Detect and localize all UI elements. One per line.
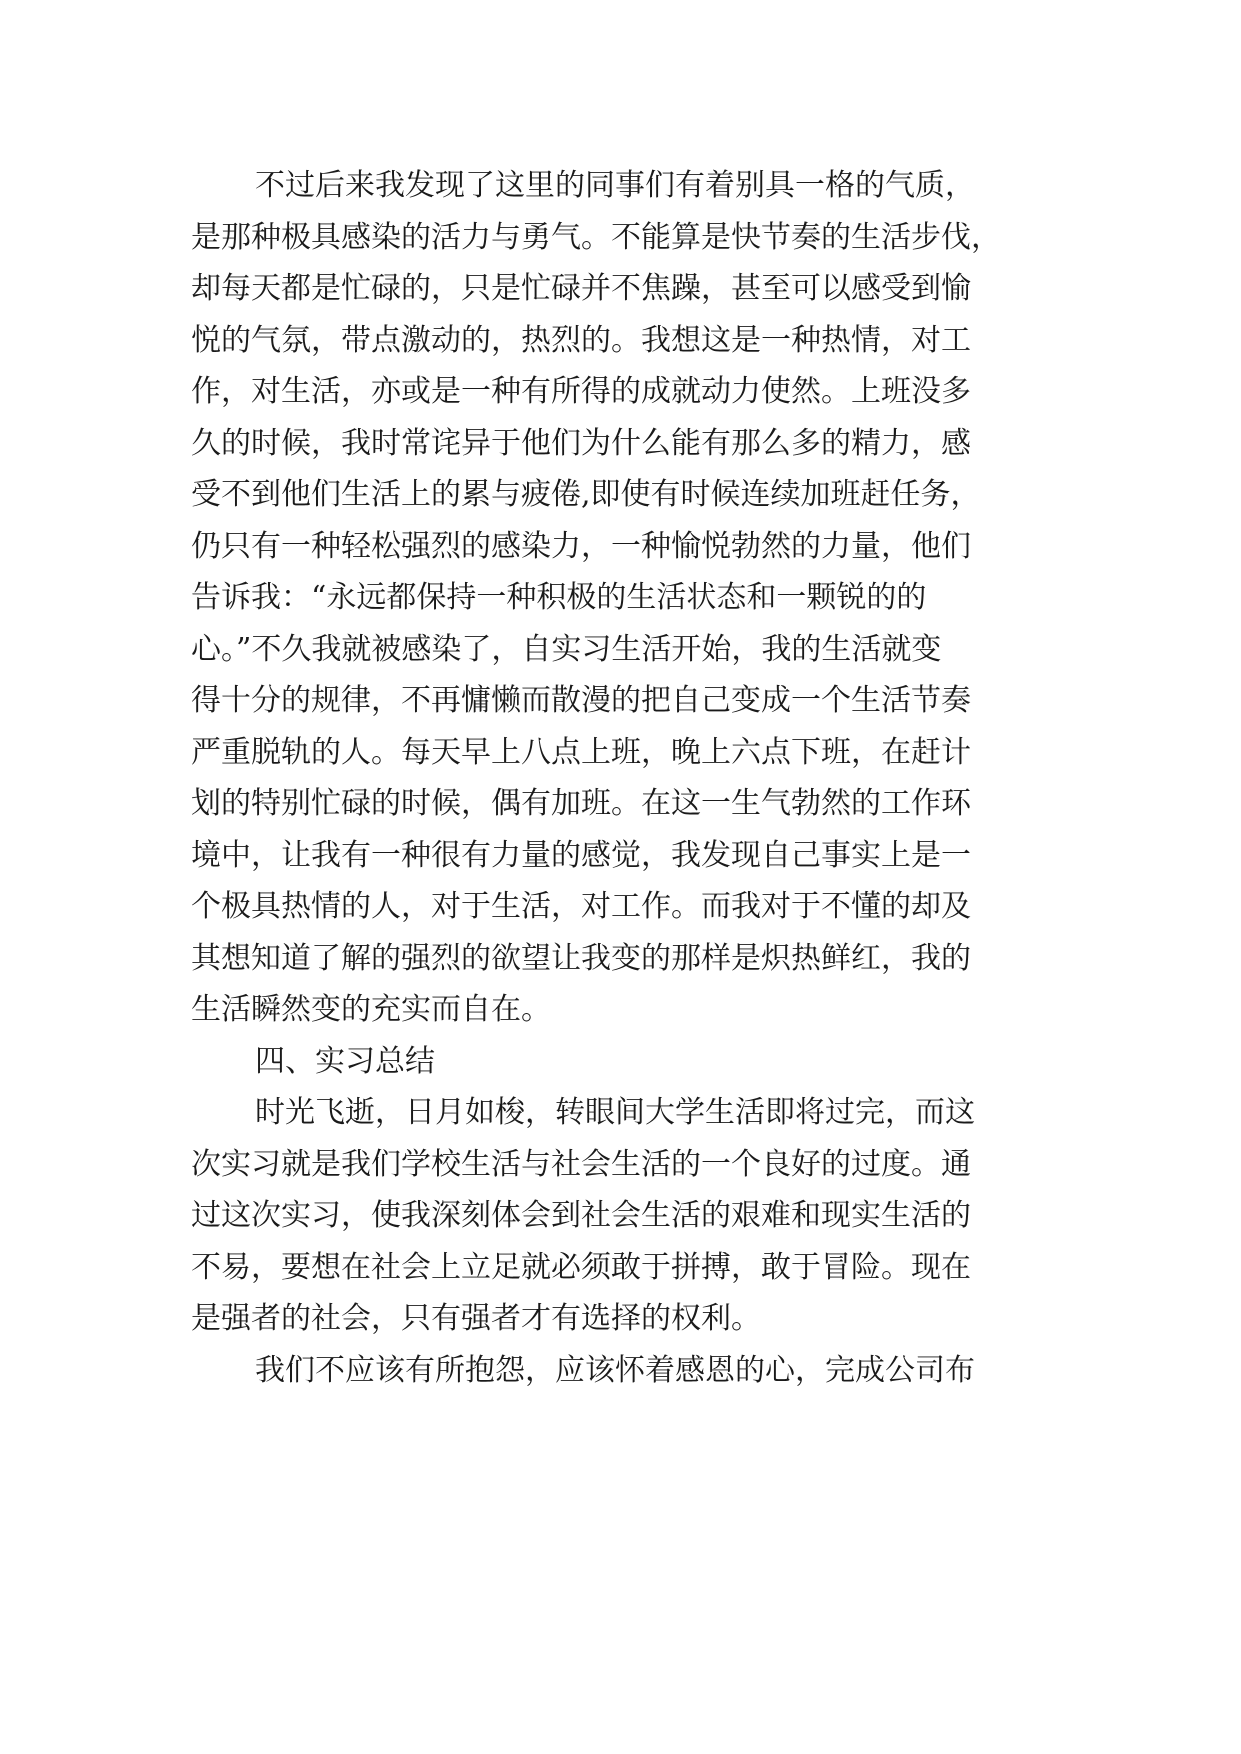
- paragraph-line: 严重脱轨的人。每天早上八点上班，晚上六点下班，在赶计: [191, 734, 971, 770]
- paragraph-line: 是那种极具感染的活力与勇气。不能算是快节奏的生活步伐，: [191, 219, 1001, 255]
- paragraph-line: 得十分的规律，不再慵懒而散漫的把自己变成一个生活节奏: [191, 683, 971, 718]
- document-body: [191, 160, 1071, 1396]
- paragraph-line: 仍只有一种轻松强烈的感染力，一种愉悦勃然的力量，他们: [191, 528, 971, 564]
- paragraph-line: 个极具热情的人，对于生活，对工作。而我对于不懂的却及: [191, 889, 971, 924]
- paragraph-line: 过这次实习，使我深刻体会到社会生活的艰难和现实生活的: [191, 1198, 971, 1233]
- paragraph-line: 是强者的社会，只有强者才有选择的权利。: [191, 1301, 761, 1336]
- paragraph-line: 时光飞逝，日月如梭，转眼间大学生活即将过完，而这: [255, 1095, 975, 1130]
- paragraph-line: 却每天都是忙碌的，只是忙碌并不焦躁，甚至可以感受到愉: [191, 271, 971, 306]
- paragraph-line: 心。”不久我就被感染了，自实习生活开始，我的生活就变: [191, 631, 942, 667]
- paragraph-line: 告诉我：“永远都保持一种积极的生活状态和一颗锐的的: [191, 580, 927, 615]
- paragraph-line: 作，对生活，亦或是一种有所得的成就动力使然。上班没多: [191, 374, 971, 409]
- paragraph-line: 不过后来我发现了这里的同事们有着别具一格的气质，: [255, 168, 975, 203]
- paragraph-line: 次实习就是我们学校生活与社会生活的一个良好的过度。通: [191, 1146, 971, 1182]
- paragraph-line: 境中，让我有一种很有力量的感觉，我发现自己事实上是一: [191, 837, 971, 873]
- paragraph-line: 悦的气氛，带点激动的，热烈的。我想这是一种热情，对工: [191, 322, 971, 358]
- paragraph-line: 划的特别忙碌的时候，偶有加班。在这一生气勃然的工作环: [191, 786, 971, 821]
- paragraph-line: 不易，要想在社会上立足就必须敢于拼搏，敢于冒险。现在: [191, 1249, 971, 1285]
- paragraph-line: 我们不应该有所抱怨，应该怀着感恩的心，完成公司布: [255, 1352, 975, 1388]
- paragraph-line: 久的时候，我时常诧异于他们为什么能有那么多的精力，感: [191, 425, 971, 461]
- paragraph-line: 其想知道了解的强烈的欲望让我变的那样是炽热鲜红，我的: [191, 940, 971, 976]
- section-heading: 四、实习总结: [255, 1043, 435, 1079]
- paragraph-line: 受不到他们生活上的累与疲倦,即使有时候连续加班赶任务，: [191, 477, 981, 512]
- paragraph-line: 生活瞬然变的充实而自在。: [191, 992, 551, 1027]
